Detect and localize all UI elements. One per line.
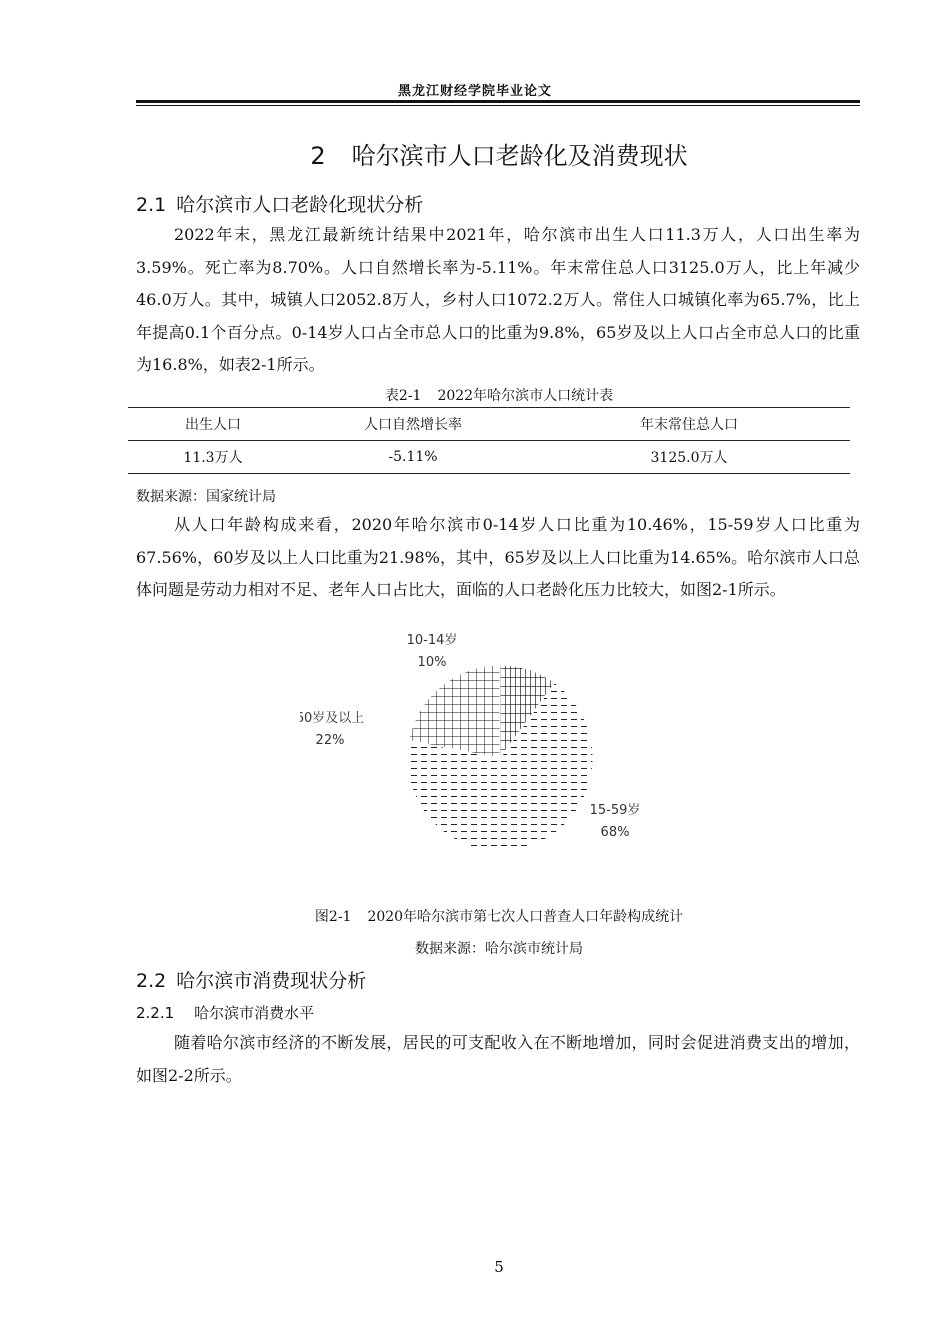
table-header-row <box>128 408 850 441</box>
figure-caption-title: 2020年哈尔滨市第七次人口普查人口年龄构成统计 <box>367 909 684 925</box>
figure-caption <box>0 906 950 926</box>
chapter-title: 哈尔滨市人口老龄化及消费现状 <box>351 142 688 170</box>
table-header-cell: 年末常住总人口 <box>640 417 738 433</box>
header-rule-thin <box>136 105 860 106</box>
paragraph-age-structure: 从人口年龄构成来看，2020年哈尔滨市0-14岁人口比重为10.46%，15-59岁人口比重为67.56%，60岁及以上人口比重为21.98%，其中，65岁及以上人口比重为14.65%。哈尔滨市人口总体问题是劳动力相对不足、老年人口占比大，面临的人口老龄化压力比较大，如图2-1所示。 <box>136 515 860 599</box>
table-caption-title: 2022年哈尔滨市人口统计表 <box>437 388 614 404</box>
section-heading-2-2 <box>136 966 366 993</box>
pie-label-category: 10-14岁 <box>406 633 458 648</box>
age-structure-pie-chart <box>300 632 650 872</box>
page-number: 5 <box>494 1258 504 1276</box>
figure-caption-number: 图2-1 <box>314 909 352 925</box>
subsection-title: 哈尔滨市消费水平 <box>194 1004 315 1022</box>
table-header-cell: 人口自然增长率 <box>364 417 462 433</box>
section-title: 哈尔滨市消费现状分析 <box>176 970 367 992</box>
header-rule-thick <box>136 100 860 103</box>
pie-chart-svg <box>300 632 650 872</box>
paragraph-population-stats: 2022年末，黑龙江最新统计结果中2021年，哈尔滨市出生人口11.3万人，人口出生率为3.59%。死亡率为8.70%。人口自然增长率为-5.11%。年末常住总人口3125.0万人，比上年减少46.0万人。其中，城镇人口2052.8万人，乡村人口1072.2万人。常住人口城镇化率为65.7%，比上年提高0.1个百分点。0-14岁人口占全市总人口的比重为9.8%，65岁及以上人口占全市总人口的比重为16.8%，如表2-1所示。 <box>136 225 860 374</box>
population-table <box>128 407 850 474</box>
pie-label-category: 15-59岁 <box>589 803 641 818</box>
pie-label-value: 68% <box>600 825 630 840</box>
section-title: 哈尔滨市人口老龄化现状分析 <box>176 194 424 216</box>
section-heading-2-1 <box>136 190 423 217</box>
table-caption-number: 表2-1 <box>384 388 422 404</box>
section-number: 2.2 <box>136 970 167 992</box>
subsection-heading-2-2-1 <box>136 1002 314 1023</box>
pie-label-value: 22% <box>315 733 345 748</box>
paragraph-consumption: 随着哈尔滨市经济的不断发展，居民的可支配收入在不断地增加，同时会促进消费支出的增加，如图2-2所示。 <box>136 1033 860 1085</box>
chapter-heading <box>0 136 950 171</box>
pie-label-value: 10% <box>417 655 447 670</box>
table-caption <box>0 385 950 405</box>
subsection-number: 2.2.1 <box>136 1004 175 1022</box>
table-source: 数据来源：国家统计局 <box>136 489 276 505</box>
pie-label-category: 60岁及以上 <box>300 711 365 726</box>
table-cell: -5.11% <box>388 449 438 465</box>
running-header: 黑龙江财经学院毕业论文 <box>397 84 552 99</box>
chapter-number: 2 <box>310 142 326 170</box>
table-cell: 3125.0万人 <box>650 450 728 466</box>
section-number: 2.1 <box>136 194 167 216</box>
table-row <box>128 441 850 474</box>
table-cell: 11.3万人 <box>183 450 243 466</box>
table-header-cell: 出生人口 <box>185 417 241 433</box>
figure-source: 数据来源：哈尔滨市统计局 <box>415 941 583 957</box>
